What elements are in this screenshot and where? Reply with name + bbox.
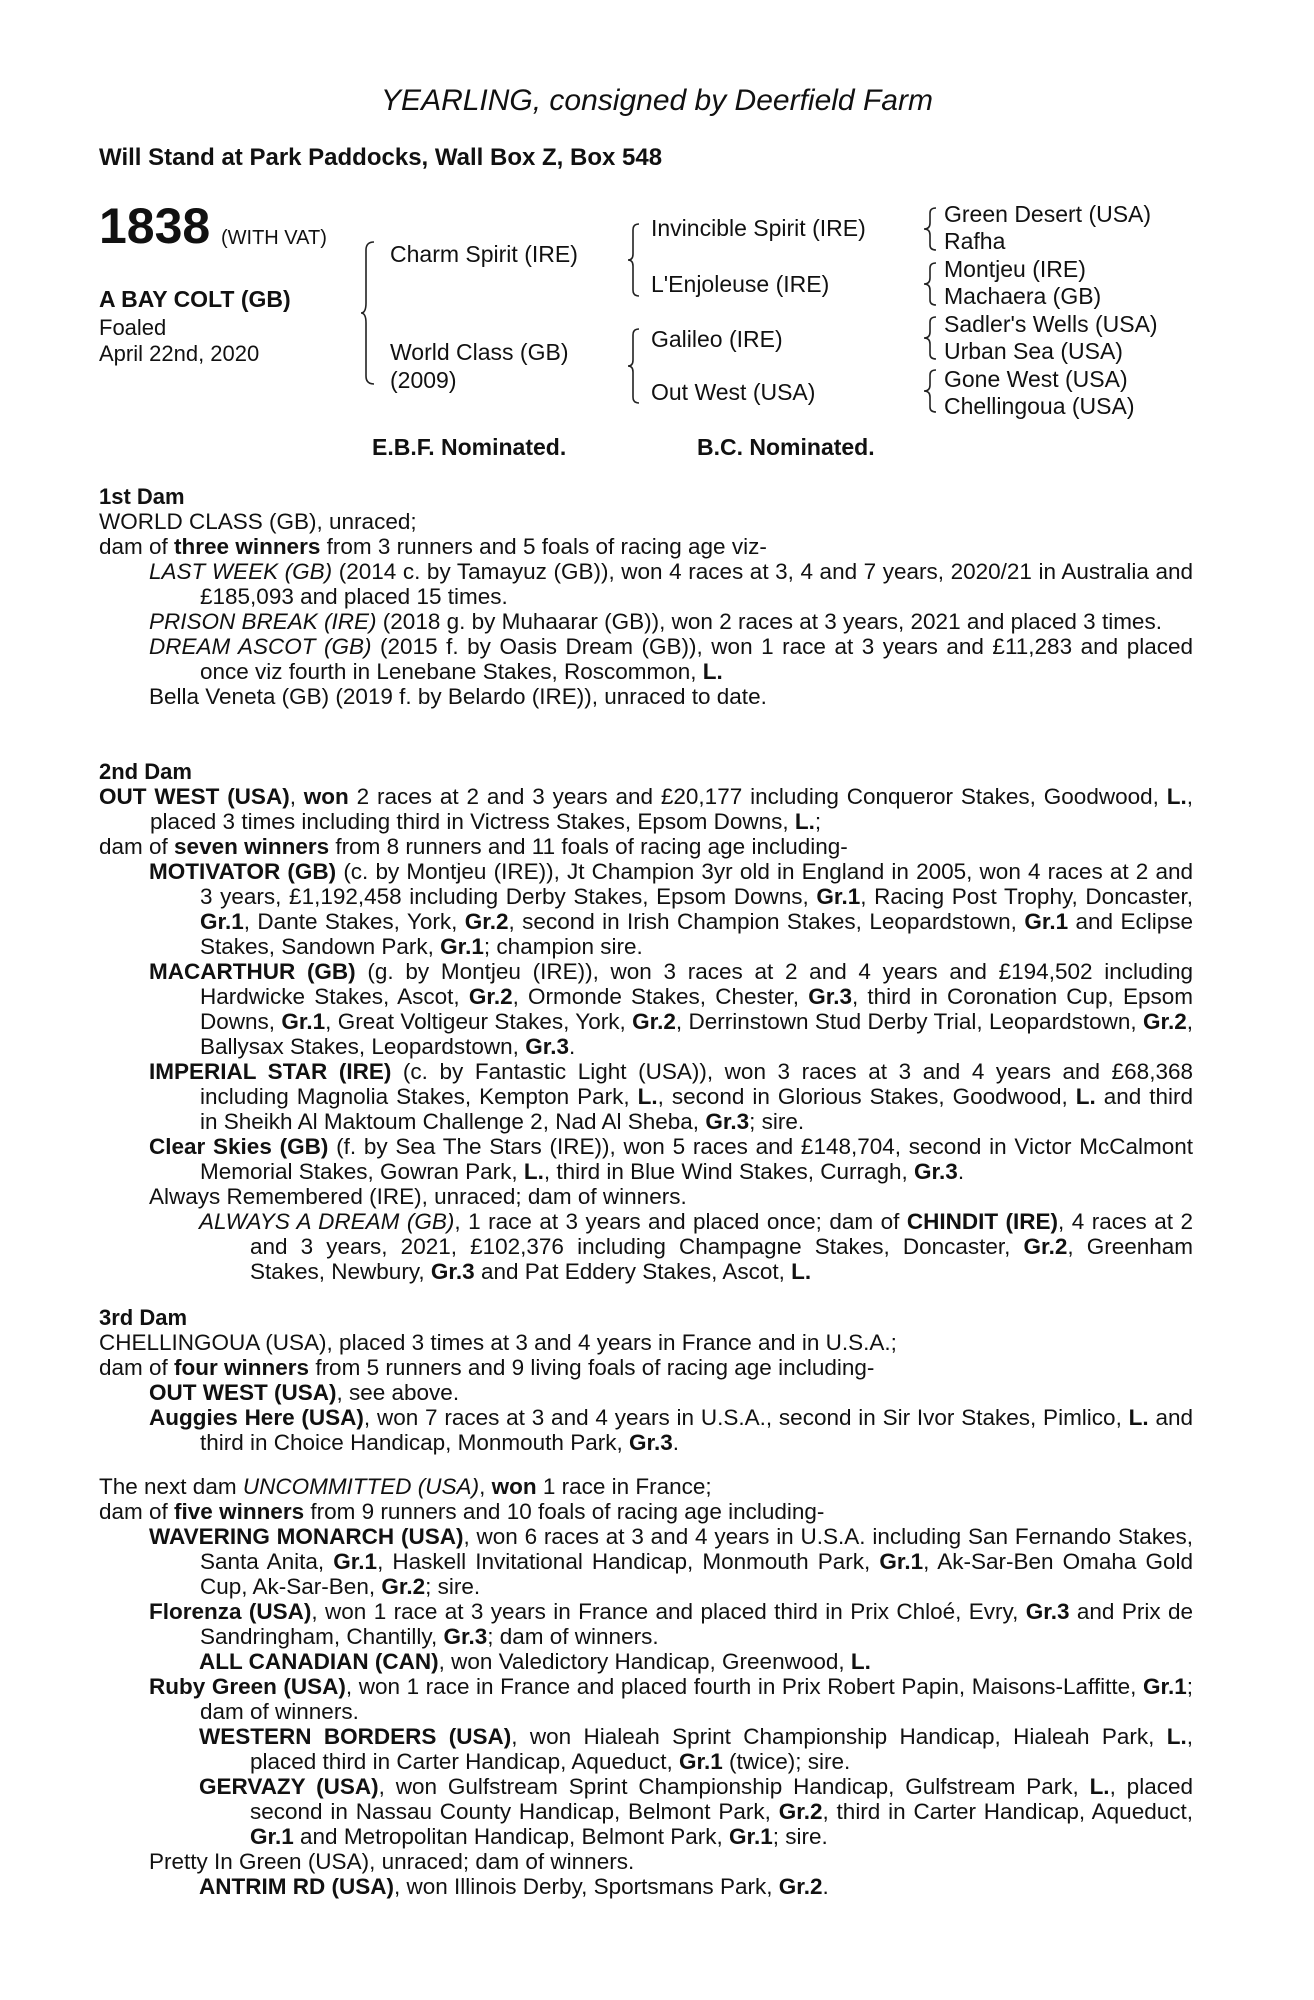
second-dam-line: OUT WEST (USA), won 2 races at 2 and 3 years and £20,177 including Conqueror Stakes, Goodwood, L., placed 3 times including third in Victress Stakes, Epsom Downs, L.; [99, 784, 1193, 834]
brace-g78 [922, 368, 938, 414]
produce-entry: Bella Veneta (GB) (2019 f. by Belardo (IRE)), unraced to date. [149, 684, 767, 709]
pedigree-dam-year: (2009) [390, 367, 457, 393]
brace-g56 [922, 315, 938, 361]
first-dam-section [99, 484, 1193, 709]
pedigree-gg7: Gone West (USA) [944, 366, 1128, 392]
first-dam-line: WORLD CLASS (GB), unraced; [99, 509, 417, 534]
pedigree-sire-sire: Invincible Spirit (IRE) [651, 215, 866, 241]
stand-location: Will Stand at Park Paddocks, Wall Box Z, Box 548 [99, 144, 663, 171]
pedigree-gg1: Green Desert (USA) [944, 201, 1152, 227]
produce-entry: OUT WEST (USA), see above. [149, 1380, 460, 1405]
pedigree-dam: World Class (GB) [390, 339, 569, 365]
third-dam-line: CHELLINGOUA (USA), placed 3 times at 3 and 4 years in France and in U.S.A.; [99, 1330, 897, 1355]
pedigree-dam-sire: Galileo (IRE) [651, 326, 783, 352]
pedigree-dam-dam: Out West (USA) [651, 379, 816, 405]
third-dam-produce: dam of four winners from 5 runners and 9 living foals of racing age including- [99, 1355, 875, 1380]
lot-number: 1838 [99, 198, 211, 254]
third-dam-section [99, 1305, 1193, 1455]
produce-entry: Florenza (USA), won 1 race at 3 years in France and placed third in Prix Chloé, Evry, Gr.3 and Prix de Sandringham, Chantilly, Gr.3; dam of winners. [149, 1599, 1193, 1649]
pedigree-gg4: Machaera (GB) [944, 283, 1102, 309]
first-dam-heading: 1st Dam [99, 484, 185, 509]
pedigree-sire-dam: L'Enjoleuse (IRE) [651, 271, 830, 297]
produce-entry: WESTERN BORDERS (USA), won Hialeah Sprint Championship Handicap, Hialeah Park, L., placed third in Carter Handicap, Aqueduct, Gr.1 (twice); sire. [199, 1724, 1193, 1774]
produce-entry: MOTIVATOR (GB) (c. by Montjeu (IRE)), Jt Champion 3yr old in England in 2005, won 4 races at 2 and 3 years, £1,192,458 including Derby Stakes, Epsom Downs, Gr.1, Racing Post Trophy, Doncaster, Gr.1, Dante Stakes, York, Gr.2, second in Irish Champion Stakes, Leopardstown, Gr.1 and Eclipse Stakes, Sandown Park, Gr.1; champion sire. [149, 859, 1194, 959]
pedigree-gg6: Urban Sea (USA) [944, 338, 1123, 364]
produce-entry: IMPERIAL STAR (IRE) (c. by Fantastic Light (USA)), won 3 races at 3 and 4 years and £68,368 including Magnolia Stakes, Kempton Park, L., second in Glorious Stakes, Goodwood, L. and third in Sheikh Al Maktoum Challenge 2, Nad Al Sheba, Gr.3; sire. [149, 1059, 1194, 1134]
produce-entry: Ruby Green (USA), won 1 race in France and placed fourth in Prix Robert Papin, Maisons-Laffitte, Gr.1; dam of winners. [149, 1674, 1193, 1724]
produce-entry: PRISON BREAK (IRE) (2018 g. by Muhaarar (GB)), won 2 races at 3 years, 2021 and placed 3 times. [149, 609, 1162, 634]
pedigree-gg2: Rafha [944, 228, 1006, 254]
pedigree-gg5: Sadler's Wells (USA) [944, 311, 1158, 337]
brace-dam [627, 327, 641, 405]
second-dam-produce: dam of seven winners from 8 runners and 11 foals of racing age including- [99, 834, 848, 859]
second-dam-heading: 2nd Dam [99, 759, 192, 784]
horse-description: A BAY COLT (GB) [99, 286, 291, 312]
ebf-nomination: E.B.F. Nominated. [372, 434, 567, 460]
foaled-label: Foaled [99, 315, 167, 340]
brace-g34 [922, 261, 938, 307]
produce-entry: ALWAYS A DREAM (GB), 1 race at 3 years and placed once; dam of CHINDIT (IRE), 4 races at 2 and 3 years, 2021, £102,376 including Champagne Stakes, Doncaster, Gr.2, Greenham Stakes, Newbury, Gr.3 and Pat Eddery Stakes, Ascot, L. [199, 1209, 1194, 1284]
produce-entry: WAVERING MONARCH (USA), won 6 races at 3 and 4 years in U.S.A. including San Fernando Stakes, Santa Anita, Gr.1, Haskell Invitational Handicap, Monmouth Park, Gr.1, Ak-Sar-Ben Omaha Gold Cup, Ak-Sar-Ben, Gr.2; sire. [149, 1524, 1193, 1599]
produce-entry: Clear Skies (GB) (f. by Sea The Stars (IRE)), won 5 races and £148,704, second in Victor McCalmont Memorial Stakes, Gowran Park, L., third in Blue Wind Stakes, Curragh, Gr.3. [149, 1134, 1193, 1184]
foaled-info [99, 315, 259, 367]
vat-note: (WITH VAT) [221, 227, 327, 249]
pedigree-sire: Charm Spirit (IRE) [390, 241, 578, 267]
brace-g12 [922, 206, 938, 252]
third-dam-heading: 3rd Dam [99, 1305, 188, 1330]
next-dam-line: The next dam UNCOMMITTED (USA), won 1 race in France; [99, 1474, 712, 1499]
produce-entry: MACARTHUR (GB) (g. by Montjeu (IRE)), won 3 races at 2 and 4 years and £194,502 including Hardwicke Stakes, Ascot, Gr.2, Ormonde Stakes, Chester, Gr.3, third in Coronation Cup, Epsom Downs, Gr.1, Great Voltigeur Stakes, York, Gr.2, Derrinstown Stud Derby Trial, Leopardstown, Gr.2, Ballysax Stakes, Leopardstown, Gr.3. [149, 959, 1194, 1059]
page-title: YEARLING, consigned by Deerfield Farm [381, 84, 933, 117]
produce-entry: GERVAZY (USA), won Gulfstream Sprint Championship Handicap, Gulfstream Park, L., placed second in Nassau County Handicap, Belmont Park, Gr.2, third in Carter Handicap, Aqueduct, Gr.1 and Metropolitan Handicap, Belmont Park, Gr.1; sire. [199, 1774, 1193, 1849]
foaled-date: April 22nd, 2020 [99, 341, 260, 366]
produce-entry: Auggies Here (USA), won 7 races at 3 and 4 years in U.S.A., second in Sir Ivor Stakes, Pimlico, L. and third in Choice Handicap, Monmouth Park, Gr.3. [149, 1405, 1193, 1455]
bc-nomination: B.C. Nominated. [697, 434, 875, 460]
pedigree-gg8: Chellingoua (USA) [944, 393, 1135, 419]
brace-sire-dam [360, 240, 376, 386]
produce-entry: ANTRIM RD (USA), won Illinois Derby, Sportsmans Park, Gr.2. [199, 1874, 829, 1899]
produce-entry: ALL CANADIAN (CAN), won Valedictory Handicap, Greenwood, L. [199, 1649, 871, 1674]
next-dam-produce: dam of five winners from 9 runners and 10 foals of racing age including- [99, 1499, 825, 1524]
brace-sire [627, 222, 641, 298]
second-dam-section [99, 759, 1193, 1284]
produce-entry: Always Remembered (IRE), unraced; dam of winners. [149, 1184, 687, 1209]
pedigree-gg3: Montjeu (IRE) [944, 256, 1086, 282]
first-dam-produce: dam of three winners from 3 runners and 5 foals of racing age viz- [99, 534, 767, 559]
next-dam-section [99, 1474, 1193, 1899]
produce-entry: DREAM ASCOT (GB) (2015 f. by Oasis Dream (GB)), won 1 race at 3 years and £11,283 and placed once viz fourth in Lenebane Stakes, Roscommon, L. [149, 634, 1193, 684]
produce-entry: Pretty In Green (USA), unraced; dam of winners. [149, 1849, 635, 1874]
produce-entry: LAST WEEK (GB) (2014 c. by Tamayuz (GB)), won 4 races at 3, 4 and 7 years, 2020/21 in Australia and £185,093 and placed 15 times. [149, 559, 1193, 609]
